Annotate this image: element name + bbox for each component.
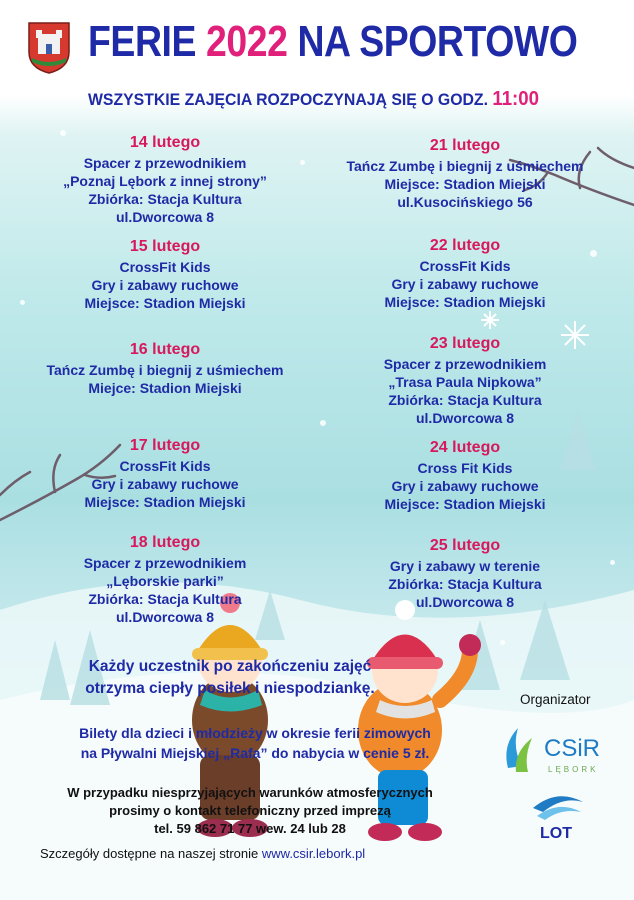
event-date: 23 lutego — [429, 335, 501, 352]
details-line: Szczegóły dostępne na naszej stronie www.csir.lebork.pl — [40, 846, 366, 861]
event-date: 25 lutego — [429, 537, 501, 554]
event-feb-16: 16 lutego Tańcz Zumbę i biegnij z uśmiechem Miejce: Stadion Miejski — [20, 340, 310, 397]
tickets-info: Bilety dla dzieci i młodzieży w okresie ferii zimowych na Pływalni Miejskiej „Rafa” do nabycia w cenie 5 zł. — [79, 725, 431, 761]
csir-logo-icon — [500, 720, 615, 780]
event-date: 24 lutego — [429, 439, 501, 456]
event-feb-24: 24 lutego Cross Fit Kids Gry i zabawy ruchowe Miejsce: Stadion Miejski — [320, 438, 610, 513]
page-title: FERIE 2022 NA SPORTOWO — [88, 17, 578, 66]
website-link[interactable]: www.csir.lebork.pl — [261, 846, 366, 861]
event-date: 21 lutego — [429, 137, 501, 154]
organizer-label: Organizator — [520, 692, 591, 707]
lot-name: LOT — [540, 825, 572, 842]
event-date: 16 lutego — [129, 341, 201, 358]
event-feb-25: 25 lutego Gry i zabawy w terenie Zbiórka: Stacja Kultura ul.Dworcowa 8 — [320, 536, 610, 611]
lot-logo-icon — [527, 788, 589, 850]
event-feb-17: 17 lutego CrossFit Kids Gry i zabawy ruchowe Miejsce: Stadion Miejski — [20, 436, 310, 511]
event-feb-21: 21 lutego Tańcz Zumbę i biegnij z uśmiechem Miejsce: Stadion Miejski ul.Kusocińskiego 56 — [320, 136, 610, 211]
event-date: 18 lutego — [129, 534, 201, 551]
event-feb-22: 22 lutego CrossFit Kids Gry i zabawy ruchowe Miejsce: Stadion Miejski — [320, 236, 610, 311]
event-feb-23: 23 lutego Spacer z przewodnikiem „Trasa Paula Nipkowa” Zbiórka: Stacja Kultura ul.Dworcowa 8 — [320, 334, 610, 427]
start-time-notice: WSZYSTKIE ZAJĘCIA ROZPOCZYNAJĄ SIĘ O GODZ. 11:00 — [88, 88, 539, 110]
event-feb-15: 15 lutego CrossFit Kids Gry i zabawy ruchowe Miejsce: Stadion Miejski — [20, 237, 310, 312]
event-feb-14: 14 lutego Spacer z przewodnikiem „Poznaj Lębork z innej strony” Zbiórka: Stacja Kultura ul.Dworcowa 8 — [20, 133, 310, 226]
csir-city: LĘBORK — [548, 765, 599, 774]
event-date: 17 lutego — [129, 437, 201, 454]
event-date: 15 lutego — [129, 238, 201, 255]
weather-contact-info: W przypadku niesprzyjających warunków atmosferycznych prosimy o kontakt telefoniczny przed imprezą tel. 59 862 71 77 wew. 24 lub 28 — [67, 785, 433, 836]
csir-name: CSiR — [544, 735, 601, 762]
meal-notice: Każdy uczestnik po zakończeniu zajęć otrzyma ciepły posiłek i niespodziankę. — [85, 658, 375, 697]
event-date: 22 lutego — [429, 237, 501, 254]
event-date: 14 lutego — [129, 134, 201, 151]
event-feb-18: 18 lutego Spacer z przewodnikiem „Lęborskie parki” Zbiórka: Stacja Kultura ul.Dworcowa 8 — [20, 533, 310, 626]
city-crest-icon — [28, 22, 70, 74]
